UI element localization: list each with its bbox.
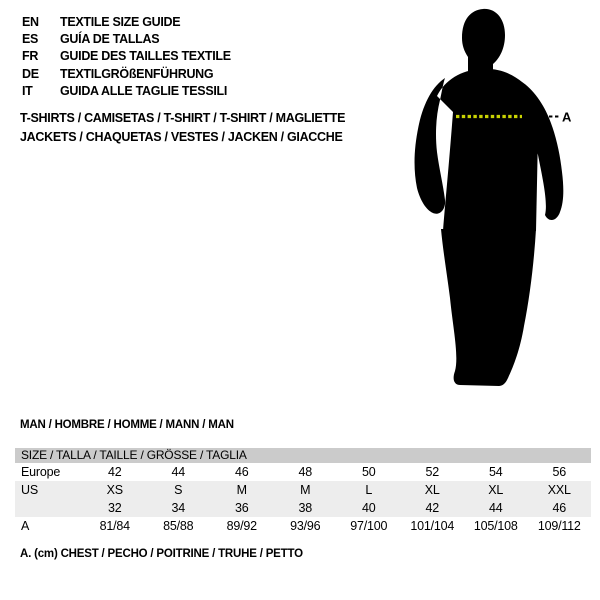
size-value: L xyxy=(365,483,373,497)
garment-line-jackets: JACKETS / CHAQUETAS / VESTES / JACKEN / GIACCHE xyxy=(20,129,343,144)
size-value: 54 xyxy=(488,465,503,479)
size-value: 46 xyxy=(552,501,566,515)
size-value: 34 xyxy=(171,501,185,515)
language-code: FR xyxy=(22,49,39,64)
language-code: ES xyxy=(22,32,39,47)
size-value: 81/84 xyxy=(99,519,130,533)
size-value: 44 xyxy=(171,465,185,479)
size-table xyxy=(15,448,591,535)
table-row-us-numeric xyxy=(15,499,591,517)
size-value: 85/88 xyxy=(163,519,194,533)
size-value: 56 xyxy=(552,465,566,479)
language-code: IT xyxy=(22,84,33,99)
size-value: 52 xyxy=(425,465,439,479)
size-value: 109/112 xyxy=(537,519,581,533)
size-value: 105/108 xyxy=(473,519,518,533)
language-label: GUIDA ALLE TAGLIE TESSILI xyxy=(60,84,228,99)
garment-line-tshirts: T-SHIRTS / CAMISETAS / T-SHIRT / T-SHIRT / MAGLIETTE xyxy=(20,111,346,125)
size-value: XL xyxy=(424,483,440,497)
size-table-header: SIZE / TALLA / TAILLE / GRÖSSE / TAGLIA xyxy=(15,448,591,463)
language-code: DE xyxy=(22,66,39,81)
language-label: TEXTILGRÖßENFÜHRUNG xyxy=(60,66,214,81)
size-value: M xyxy=(236,483,247,497)
size-value: 89/92 xyxy=(226,519,257,533)
size-value: 32 xyxy=(107,501,122,515)
row-label: A xyxy=(21,519,30,533)
size-value: 44 xyxy=(488,501,503,515)
size-value: 36 xyxy=(234,501,249,515)
size-value: XL xyxy=(488,483,504,497)
size-value: 40 xyxy=(361,501,376,515)
table-row-chest-cm xyxy=(15,517,591,535)
measurement-footnote: A. (cm) CHEST / PECHO / POITRINE / TRUHE / PETTO xyxy=(20,548,303,560)
table-row-us xyxy=(15,481,591,499)
table-row-europe xyxy=(15,463,591,481)
language-label: TEXTILE SIZE GUIDE xyxy=(60,14,181,29)
measure-label-a: A xyxy=(562,109,572,125)
size-value: 97/100 xyxy=(350,519,388,533)
size-value: 42 xyxy=(107,465,122,479)
size-value: S xyxy=(174,483,183,497)
size-value: 48 xyxy=(298,465,312,479)
row-label: Europe xyxy=(21,465,61,479)
size-value: 93/96 xyxy=(290,519,321,533)
row-label: US xyxy=(21,483,38,497)
size-value: 42 xyxy=(425,501,439,515)
size-value: XXL xyxy=(547,483,571,497)
language-label: GUÍA DE TALLAS xyxy=(60,32,160,47)
size-value: 38 xyxy=(298,501,312,515)
language-label: GUIDE DES TAILLES TEXTILE xyxy=(60,49,231,64)
section-title-man: MAN / HOMBRE / HOMME / MANN / MAN xyxy=(20,419,234,431)
size-value: M xyxy=(300,483,311,497)
size-value: 50 xyxy=(361,465,376,479)
size-value: 46 xyxy=(234,465,249,479)
size-value: XS xyxy=(106,483,123,497)
language-code: EN xyxy=(22,14,39,29)
size-value: 101/104 xyxy=(410,519,455,533)
man-silhouette xyxy=(415,9,564,386)
